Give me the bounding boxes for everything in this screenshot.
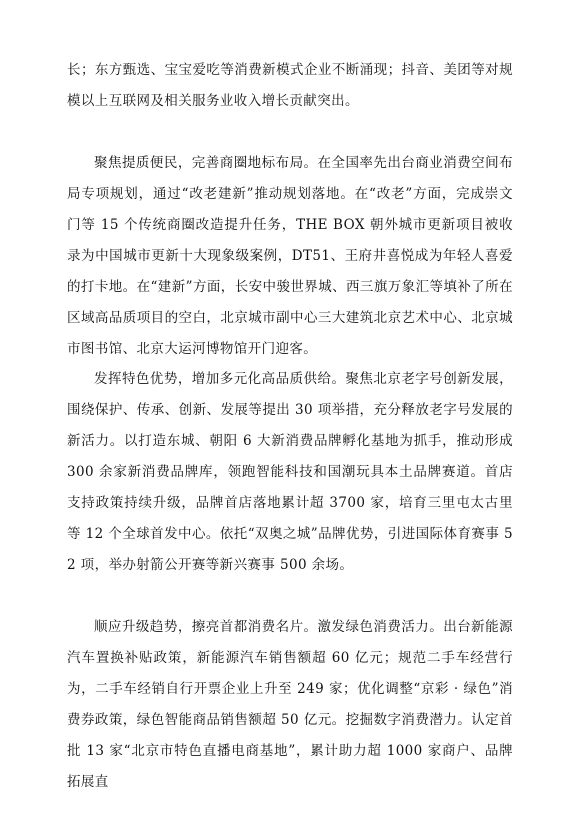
paragraph-brand-supply: 发挥特色优势，增加多元化高品质供给。聚焦北京老字号创新发展，围绕保护、传承、创新、发展等提出 30 项举措，充分释放老字号发展的新活力。以打造东城、朝阳 6 大新消费品牌孵化基地为抓手，推动形成 300 余家新消费品牌库，领跑智能科技和国潮玩具本土品牌赛道。首店支持政策持续升级，品牌首店落地累计超 3700 家，培育三里屯太古里等 12 个全球首发中心。依托“双奥之城”品牌优势，引进国际体育赛事 52 项，举办射箭公开赛等新兴赛事 500 余场。 [67,371,513,573]
paragraph-business-districts: 聚焦提质便民，完善商圈地标布局。在全国率先出台商业消费空间布局专项规划，通过“改老建新”推动规划落地。在“改老”方面，完成崇文门等 15 个传统商圈改造提升任务，THE BOX 朝外城市更新项目被收录为中国城市更新十大现象级案例，DT51、王府井喜悦成为年轻人喜爱的打卡地。在“建新”方面，长安中骏世界城、西三旗万象汇等填补了所在区域高品质项目的空白，北京城市副中心三大建筑北京艺术中心、北京城市图书馆、北京大运河博物馆开门迎客。 [67,155,513,357]
paragraph-continuation: 长；东方甄选、宝宝爱吃等消费新模式企业不断涌现；抖音、美团等对规模以上互联网及相关服务业收入增长贡献突出。 [67,62,513,109]
paragraph-consumption-upgrade: 顺应升级趋势，擦亮首都消费名片。激发绿色消费活力。出台新能源汽车置换补贴政策，新能源汽车销售额超 60 亿元；规范二手车经营行为，二手车经销自行开票企业上升至 249 家；优化调整“京彩 · 绿色”消费券政策，绿色智能商品销售额超 50 亿元。挖掘数字消费潜力。认定首批 13 家“北京市特色直播电商基地”，累计助力超 1000 家商户、品牌拓展直 [67,619,513,790]
